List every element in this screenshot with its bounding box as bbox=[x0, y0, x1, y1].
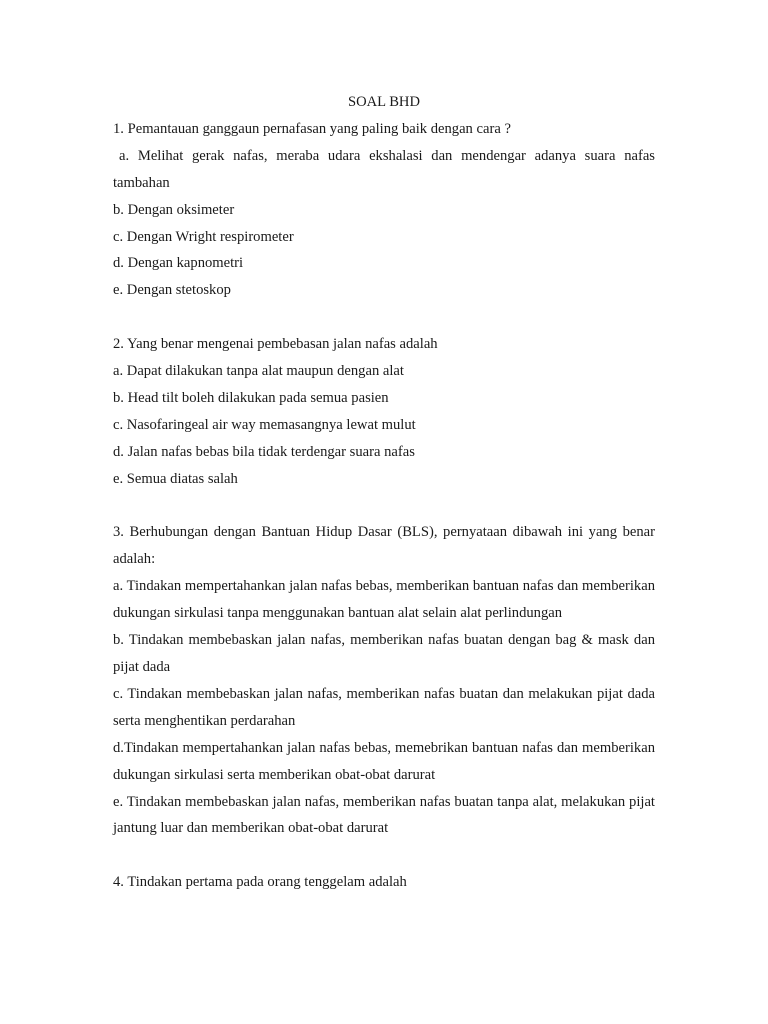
answer-option-b: b. Tindakan membebaskan jalan nafas, memberikan nafas buatan dengan bag & mask dan pijat dada bbox=[113, 632, 655, 675]
question-text: 4. Tindakan pertama pada orang tenggelam adalah bbox=[113, 874, 407, 891]
question-text: 3. Berhubungan dengan Bantuan Hidup Dasar (BLS), pernyataan dibawah ini yang benar adalah: bbox=[113, 524, 655, 568]
answer-option-a: a. Dapat dilakukan tanpa alat maupun dengan alat bbox=[113, 363, 404, 380]
document-page bbox=[113, 89, 655, 896]
answer-option-e: e. Tindakan membebaskan jalan nafas, memberikan nafas buatan tanpa alat, melakukan pijat jantung luar dan memberikan obat-obat darurat bbox=[113, 793, 655, 837]
question-1 bbox=[113, 116, 655, 304]
document-title: SOAL BHD bbox=[347, 94, 421, 110]
answer-option-d: d. Dengan kapnometri bbox=[113, 255, 244, 272]
answer-option-a: a. Tindakan mempertahankan jalan nafas bebas, memberikan bantuan nafas dan memberikan dukungan sirkulasi tanpa menggunakan bantuan alat selain alat perlindungan bbox=[113, 578, 655, 622]
answer-option-a: a. Melihat gerak nafas, meraba udara ekshalasi dan mendengar adanya suara nafas tambahan bbox=[113, 147, 655, 191]
answer-option-d: d. Jalan nafas bebas bila tidak terdengar suara nafas bbox=[113, 443, 415, 460]
answer-option-c: c. Tindakan membebaskan jalan nafas, memberikan nafas buatan dan melakukan pijat dada serta menghentikan perdarahan bbox=[113, 685, 655, 729]
question-3 bbox=[113, 519, 655, 842]
answer-option-d: d.Tindakan mempertahankan jalan nafas bebas, memebrikan bantuan nafas dan memberikan dukungan sirkulasi serta memberikan obat-obat darurat bbox=[113, 739, 655, 783]
answer-option-e: e. Dengan stetoskop bbox=[113, 282, 231, 299]
question-4 bbox=[113, 869, 655, 896]
question-text: 1. Pemantauan ganggaun pernafasan yang paling baik dengan cara ? bbox=[113, 120, 511, 137]
answer-option-c: c. Dengan Wright respirometer bbox=[113, 228, 294, 245]
answer-option-e: e. Semua diatas salah bbox=[113, 470, 238, 487]
answer-option-b: b. Dengan oksimeter bbox=[113, 201, 235, 218]
answer-option-b: b. Head tilt boleh dilakukan pada semua pasien bbox=[113, 389, 389, 406]
question-text: 2. Yang benar mengenai pembebasan jalan nafas adalah bbox=[113, 336, 438, 353]
question-2 bbox=[113, 331, 655, 492]
answer-option-c: c. Nasofaringeal air way memasangnya lewat mulut bbox=[113, 416, 416, 433]
